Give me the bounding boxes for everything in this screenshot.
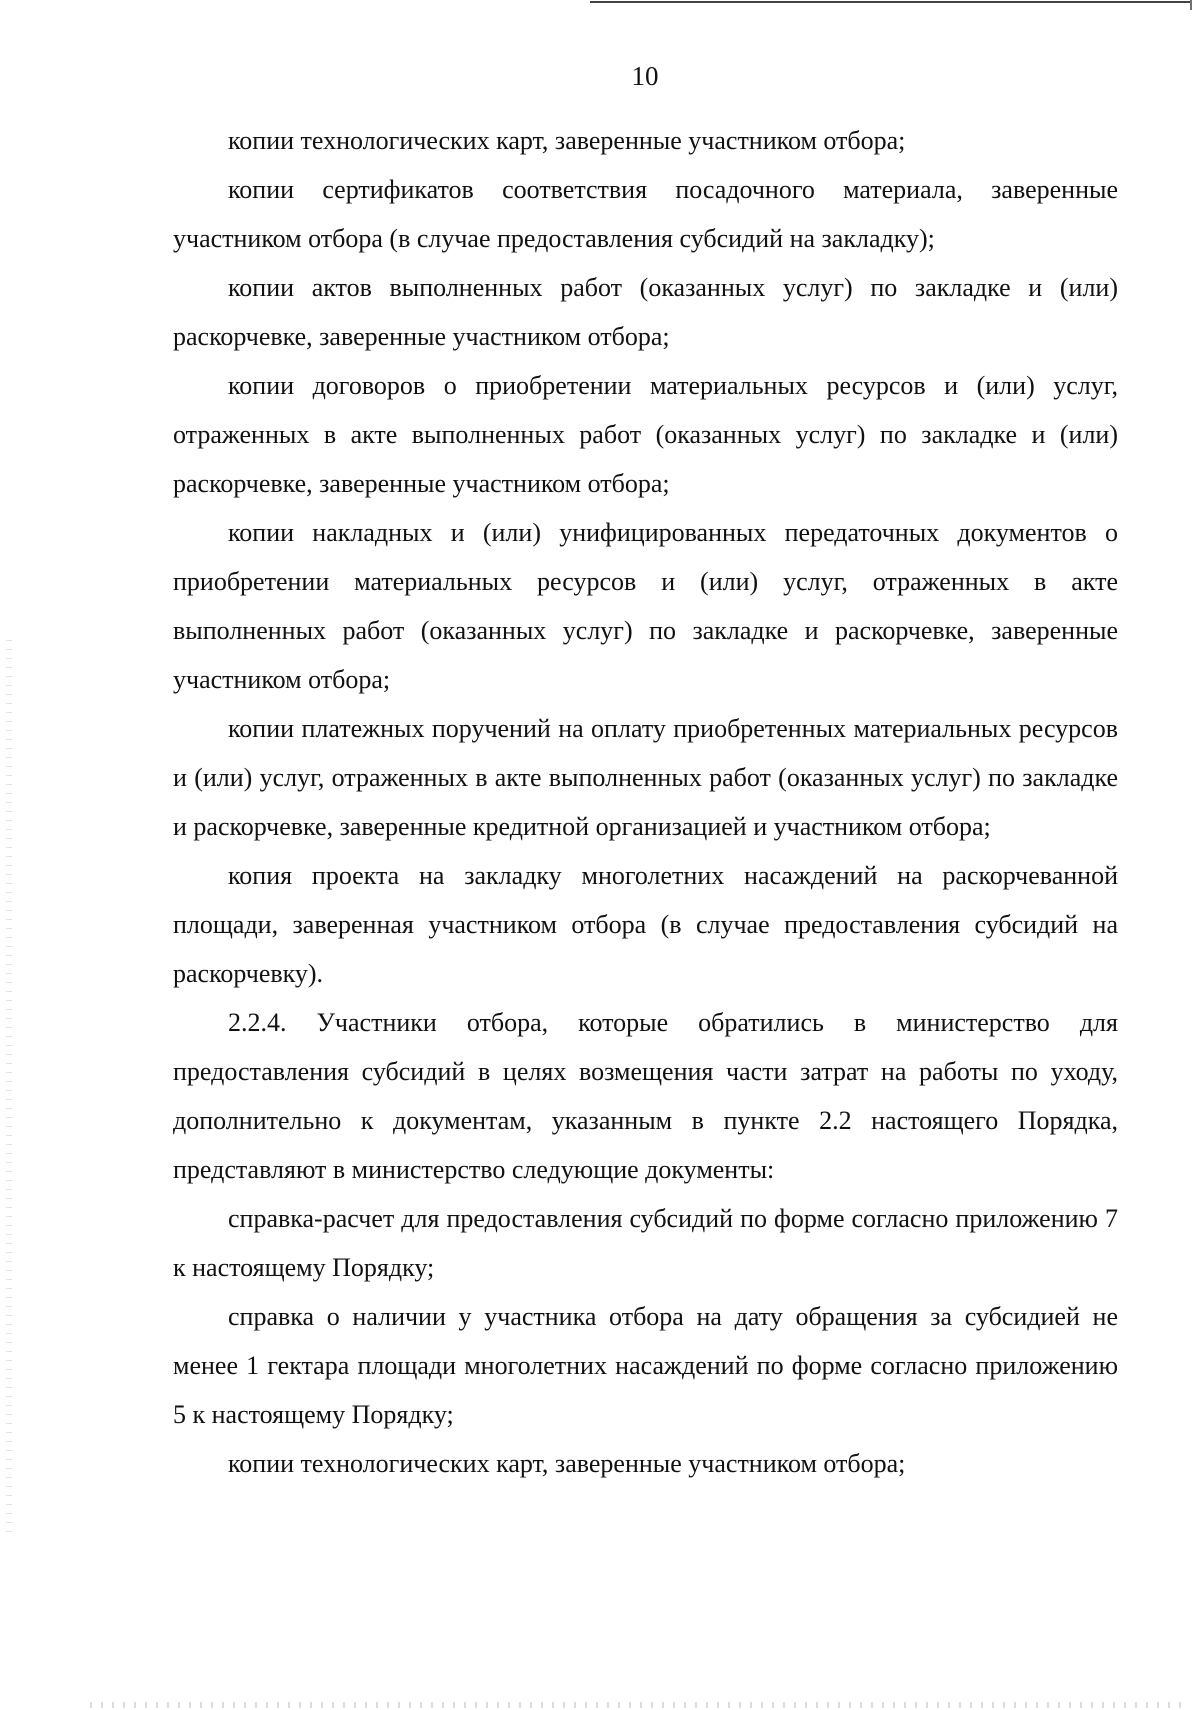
document-body: [173, 116, 1118, 1488]
paragraph-payment-orders: копии платежных поручений на оплату приобретенных материальных ресурсов и (или) услуг, отраженных в акте выполненных работ (оказанных услуг) по закладке и раскорчевке, заверенные кредитной организацией и участником отбора;: [173, 714, 1118, 841]
paragraph-project-copy: копия проекта на закладку многолетних насаждений на раскорчеванной площади, заверенная участником отбора (в случае предоставления субсидий на раскорчевку).: [173, 861, 1118, 988]
paragraph-acts: копии актов выполненных работ (оказанных услуг) по закладке и (или) раскорчевке, заверенные участником отбора;: [173, 273, 1118, 351]
page-number: 10: [631, 61, 659, 91]
scan-edge-line: [590, 1, 1190, 3]
scan-edge-noise: [6, 640, 12, 1540]
paragraph-calculation-statement: справка-расчет для предоставления субсидий по форме согласно приложению 7 к настоящему Порядку;: [173, 1204, 1118, 1282]
paragraph-invoices: копии накладных и (или) унифицированных передаточных документов о приобретении материальных ресурсов и (или) услуг, отраженных в акте выполненных работ (оказанных услуг) по закладке и раскорчевке, заверенные участником отбора;: [173, 518, 1118, 694]
paragraph-contracts: копии договоров о приобретении материальных ресурсов и (или) услуг, отраженных в акте выполненных работ (оказанных услуг) по закладке и (или) раскорчевке, заверенные участником отбора;: [173, 371, 1118, 498]
scan-bottom-noise: [90, 1702, 1190, 1708]
scan-edge-mark: [1190, 0, 1192, 10]
paragraph-tech-cards: копии технологических карт, заверенные участником отбора;: [228, 126, 906, 155]
paragraph-certificates: копии сертификатов соответствия посадочного материала, заверенные участником отбора (в случае предоставления субсидий на закладку);: [173, 175, 1118, 253]
paragraph-area-statement: справка о наличии у участника отбора на дату обращения за субсидией не менее 1 гектара площади многолетних насаждений по форме согласно приложению 5 к настоящему Порядку;: [173, 1302, 1118, 1429]
paragraph-tech-cards-repeat: копии технологических карт, заверенные участником отбора;: [228, 1449, 906, 1478]
paragraph-section-2-2-4: 2.2.4. Участники отбора, которые обратились в министерство для предоставления субсидий в целях возмещения части затрат на работы по уходу, дополнительно к документам, указанным в пункте 2.2 настоящего Порядка, представляют в министерство следующие документы:: [173, 1008, 1118, 1184]
